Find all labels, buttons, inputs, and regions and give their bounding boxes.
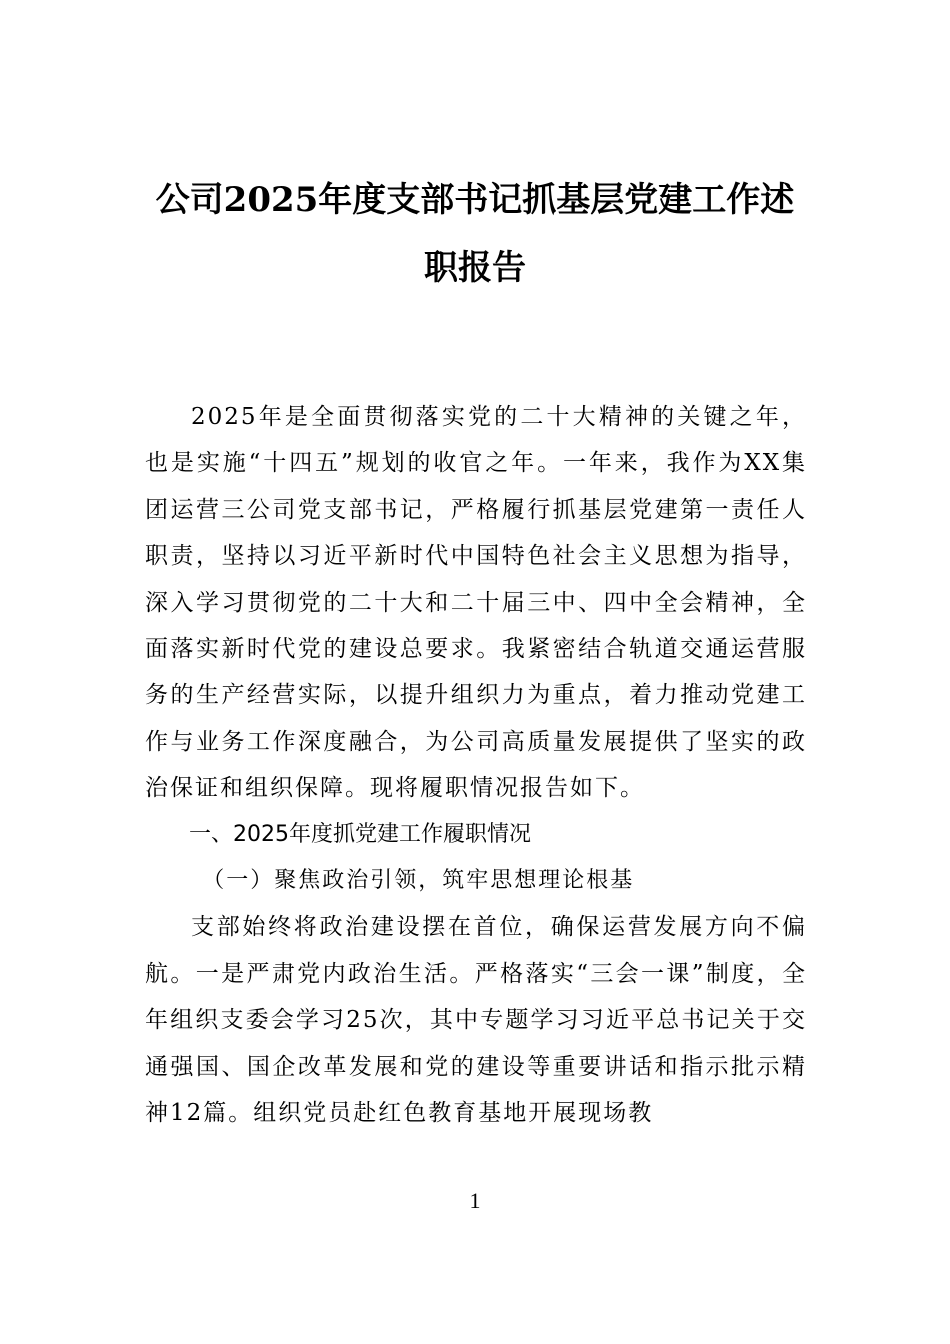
subsection-paragraph: 支部始终将政治建设摆在首位，确保运营发展方向不偏航。一是严肃党内政治生活。严格落实“三会一课”制度，全年组织支委会学习25次，其中专题学习习近平总书记关于交通强国、国企改革发展和党的建设等重要讲话和指示批示精神12篇。组织党员赴红色教育基地开展现场教 [145, 914, 807, 1127]
title-line-1: 公司2025年度支部书记抓基层党建工作述 [155, 180, 795, 220]
subsection-heading: （一）聚焦政治引领，筑牢思想理论根基 [202, 868, 635, 894]
document-title [120, 166, 830, 302]
intro-paragraph: 2025年是全面贯彻落实党的二十大精神的关键之年，也是实施“十四五”规划的收官之年。一年来，我作为XX集团运营三公司党支部书记，严格履行抓基层党建第一责任人职责，坚持以习近平新时代中国特色社会主义思想为指导，深入学习贯彻党的二十大和二十届三中、四中全会精神，全面落实新时代党的建设总要求。我紧密结合轨道交通运营服务的生产经营实际，以提升组织力为重点，着力推动党建工作与业务工作深度融合，为公司高质量发展提供了坚实的政治保证和组织保障。现将履职情况报告如下。 [145, 404, 807, 802]
section-heading: 一、2025年度抓党建工作履职情况 [189, 821, 531, 847]
page-number: 1 [469, 1188, 481, 1213]
title-line-2: 职报告 [424, 248, 526, 288]
document-body [145, 394, 807, 1137]
